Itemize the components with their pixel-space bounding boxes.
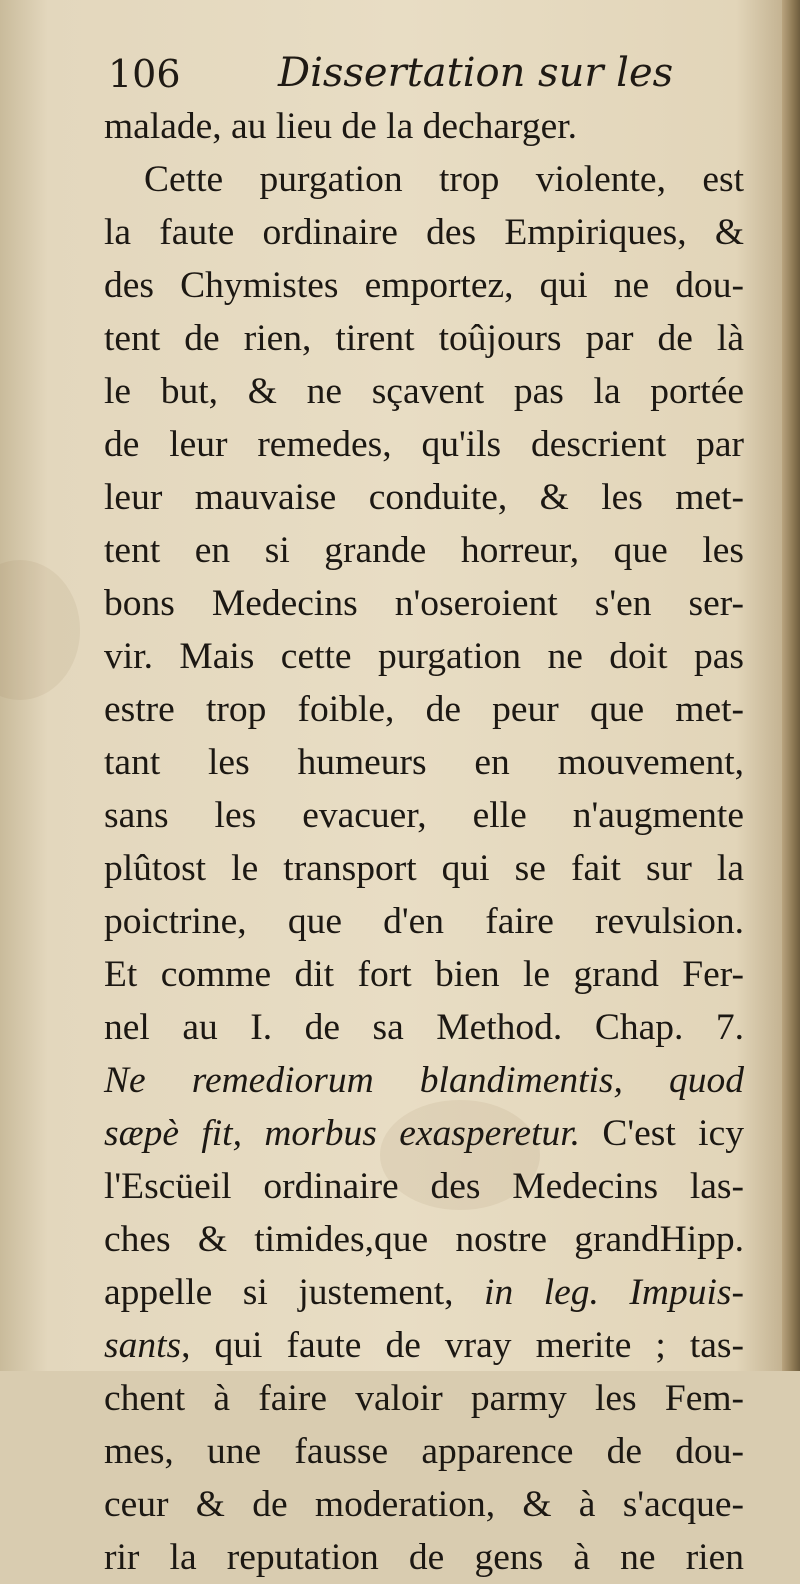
text-line: rir la reputation de gens à ne rien [104,1537,744,1578]
text-line: tant les humeurs en mouvement, [104,742,744,783]
italic-text: sæpè fit, morbus exasperetur. [104,1113,581,1154]
roman-text: appelle si justement, [104,1272,485,1313]
roman-text: C'est icy [580,1113,744,1154]
text-line: malade, au lieu de la decharger. [104,106,578,147]
text-line: plûtost le transport qui se fait sur la [104,848,744,889]
text-line [104,1107,744,1160]
paper-stain [0,560,80,700]
roman-text: , qui faute de vray merite ; tas- [181,1325,744,1366]
text-line: estre trop foible, de peur que met- [104,689,744,730]
text-line: de leur remedes, qu'ils descrient par [104,424,744,465]
text-line: leur mauvaise conduite, & les met- [104,477,744,518]
text-line: Cette purgation trop violente, est [144,159,744,200]
text-line: sans les evacuer, elle n'augmente [104,795,744,836]
text-line: nel au I. de sa Method. Chap. 7. [104,1007,744,1048]
text-line: Ne remediorum blandimentis, quod [104,1060,744,1101]
text-line: des Chymistes emportez, qui ne dou- [104,265,744,306]
running-title: Dissertation sur les [278,50,674,96]
text-line: ches & timides,que nostre grandHipp. [104,1219,744,1260]
text-line: chent à faire valoir parmy les Fem- [104,1378,744,1419]
text-line [104,1266,744,1319]
text-line: l'Escüeil ordinaire des Medecins las- [104,1166,744,1207]
body-text [104,100,744,1584]
text-line: tent de rien, tirent toûjours par de là [104,318,744,359]
text-line: vir. Mais cette purgation ne doit pas [104,636,744,677]
italic-text: in leg. Impuis- [484,1272,744,1313]
text-line [104,1319,744,1372]
text-line: tent en si grande horreur, que les [104,530,744,571]
page-edge [782,0,800,1371]
text-line: mes, une fausse apparence de dou- [104,1431,744,1472]
text-line: bons Medecins n'oseroient s'en ser- [104,583,744,624]
text-line: la faute ordinaire des Empiriques, & [104,212,744,253]
text-line: Et comme dit fort bien le grand Fer- [104,954,744,995]
text-line: ceur & de moderation, & à s'acque- [104,1484,744,1525]
page-number: 106 [108,52,181,96]
running-header [108,46,748,102]
text-line: le but, & ne sçavent pas la portée [104,371,744,412]
text-line: poictrine, que d'en faire revulsion. [104,901,744,942]
italic-text: sants [104,1325,182,1366]
